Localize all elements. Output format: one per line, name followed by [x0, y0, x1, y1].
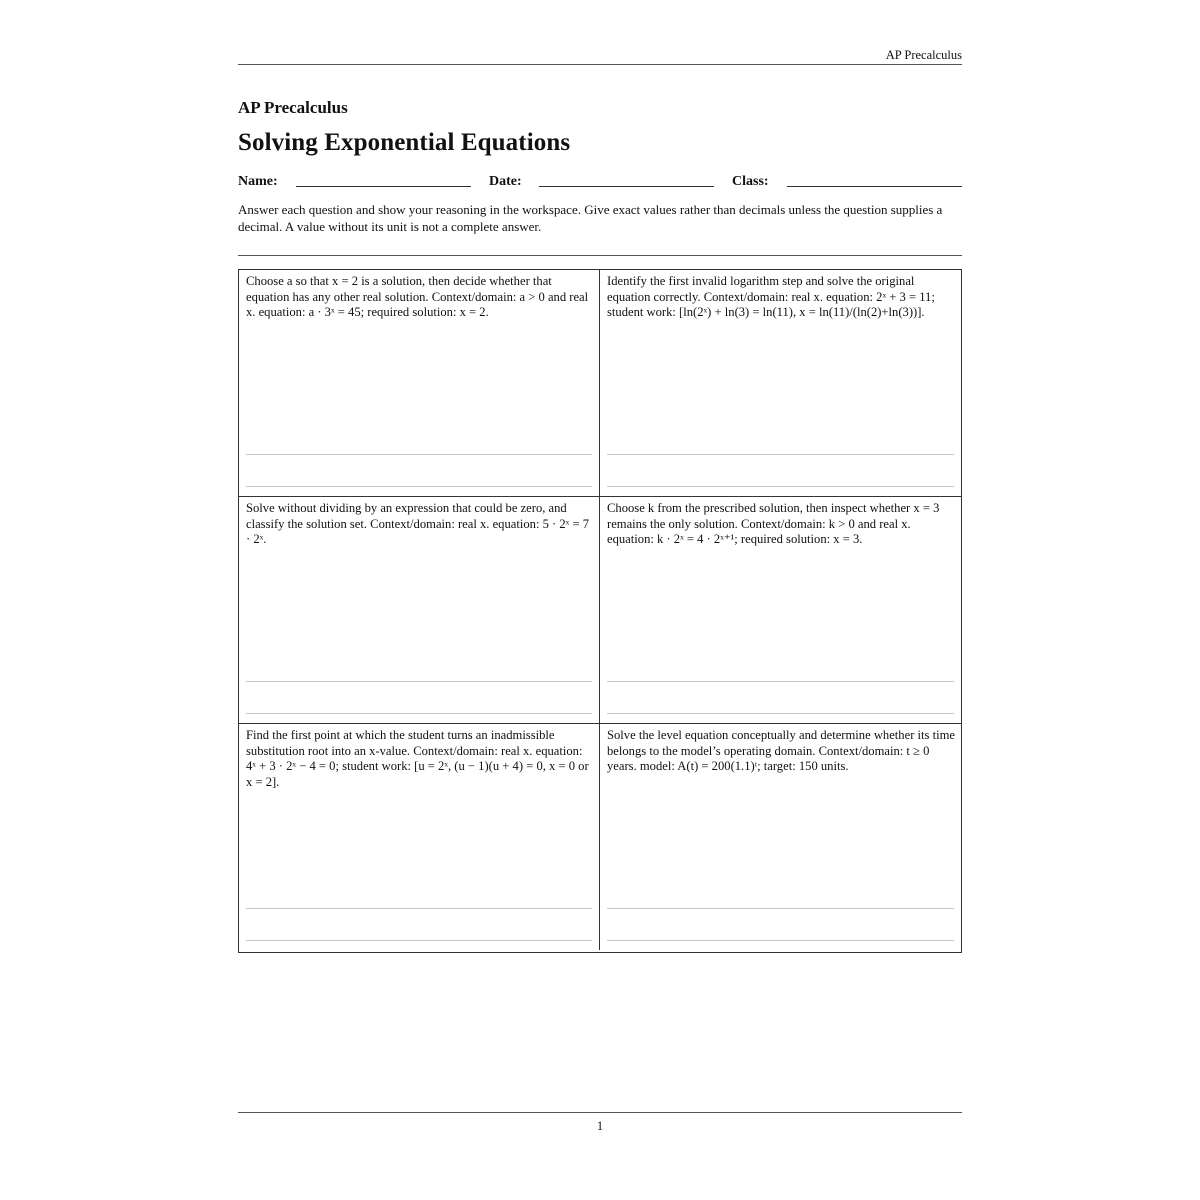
question-text: Find the first point at which the student turns an inadmissible substitution root into an x-value. Context/domain: real x. equation: 4ˣ + 3 · 2ˣ − 4 = 0; student work: [u = 2ˣ, (u − 1)(u + 4) = 0, x = 0 or x = 2]. [246, 728, 589, 789]
page-number: 1 [596, 1119, 604, 1133]
running-header: AP Precalculus [885, 48, 962, 62]
question-text: Solve without dividing by an expression that could be zero, and classify the solution set. Context/domain: real x. equation: 5 · 2ˣ = 7 · 2ˣ. [246, 501, 590, 546]
worksheet-page [238, 0, 962, 1200]
page-title: Solving Exponential Equations [238, 129, 571, 156]
question-text: Identify the first invalid logarithm step and solve the original equation correctly. Context/domain: real x. equation: 2ˣ + 3 = 11; student work: [ln(2ˣ) + ln(3) = ln(11), x = ln(11)/(ln(2)+ln(3))]. [607, 274, 935, 319]
question-box-1[interactable] [239, 270, 600, 497]
name-label: Name: [238, 174, 278, 189]
question-box-2[interactable] [600, 270, 961, 497]
answer-line [607, 908, 954, 909]
answer-line [246, 713, 592, 714]
class-field[interactable] [787, 186, 962, 187]
instructions-rule [238, 255, 962, 256]
answer-line [607, 486, 954, 487]
answer-line [246, 908, 592, 909]
answer-line [607, 454, 954, 455]
answer-line [246, 681, 592, 682]
answer-line [246, 454, 592, 455]
instructions: Answer each question and show your reasoning in the workspace. Give exact values rather than decimals unless the question supplies a decimal. A value without its unit is not a complete answer. [238, 202, 943, 234]
question-text: Choose k from the prescribed solution, then inspect whether x = 3 remains the only solution. Context/domain: k > 0 and real x. equation: k · 2ˣ = 4 · 2ˣ⁺¹; required solution: x = 3. [607, 501, 940, 546]
date-label: Date: [489, 174, 522, 189]
question-text: Choose a so that x = 2 is a solution, then decide whether that equation has any other real solution. Context/domain: a > 0 and real x. equation: a · 3ˣ = 45; required solution: x = 2. [246, 274, 589, 319]
date-field[interactable] [539, 186, 714, 187]
question-grid [238, 269, 962, 953]
course-heading: AP Precalculus [238, 98, 348, 117]
answer-line [246, 486, 592, 487]
class-label: Class: [732, 174, 769, 189]
name-field[interactable] [296, 186, 471, 187]
answer-line [607, 681, 954, 682]
header-rule [238, 64, 962, 65]
question-box-5[interactable] [239, 724, 600, 950]
student-info-fields [238, 174, 962, 194]
question-box-4[interactable] [600, 497, 961, 724]
question-box-3[interactable] [239, 497, 600, 724]
answer-line [607, 713, 954, 714]
question-box-6[interactable] [600, 724, 961, 950]
answer-line [246, 940, 592, 941]
answer-line [607, 940, 954, 941]
question-text: Solve the level equation conceptually and determine whether its time belongs to the model’s operating domain. Context/domain: t ≥ 0 years. model: A(t) = 200(1.1)ᵗ; target: 150 units. [607, 728, 955, 773]
footer-rule [238, 1112, 962, 1113]
